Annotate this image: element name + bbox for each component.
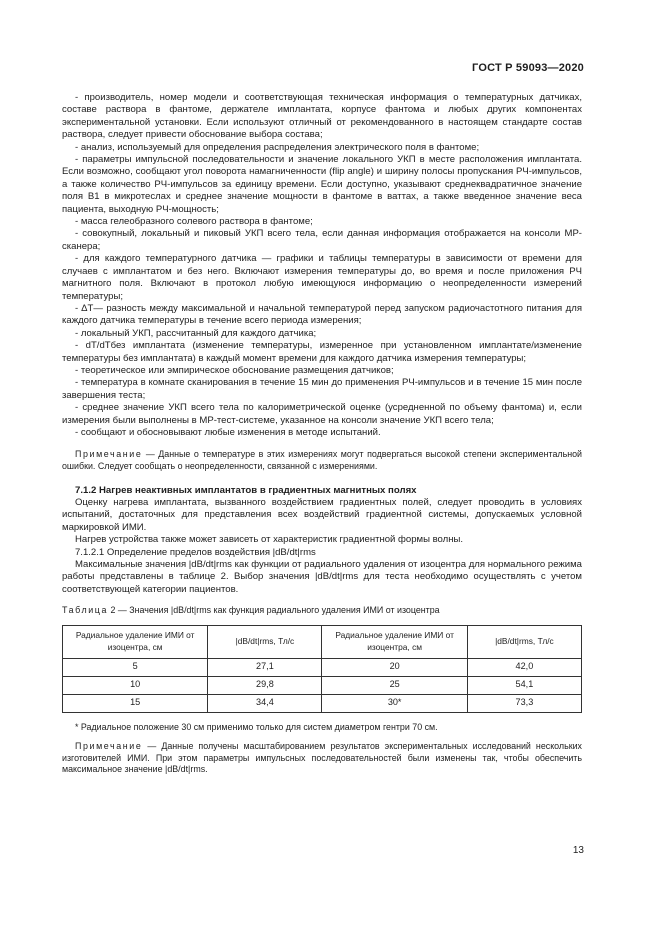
note-text: — Данные получены масштабированием результатов экспериментальных исследований нескольких изготовителей ИМИ. При этом параметры импульсных последовательностей были изменены так, чтобы обеспечить максимальное значение |dB/dt|rms.	[62, 741, 582, 775]
table-row	[63, 676, 582, 694]
list-item: - масса гелеобразного солевого раствора в фантоме;	[75, 216, 313, 228]
list-item: - среднее значение УКП всего тела по калориметрической оценке (усредненной по объему фантома) и, если измерения были выполнены в МР-тест-системе, указанное на консоли значение УКП всего тела;	[62, 402, 582, 426]
note-label: Примечание	[75, 449, 143, 460]
table-header-cell: Радиальное удаление ИМИ от изоцентра, см	[322, 625, 467, 658]
list-item: - совокупный, локальный и пиковый УКП всего тела, если данная информация отображается на консоли МР-сканера;	[62, 228, 582, 252]
list-item: - ΔT— разность между максимальной и начальной температурой перед запуском радиочастотного питания для каждого датчика температуры в течение всего периода измерения;	[62, 302, 582, 327]
paragraph: Максимальные значения |dB/dt|rms как функции от радиального удаления от изоцентра для нормального режима работы представлены в таблице 2. Выбор значения |dB/dt|rms для теста необходимо осуществлять с учетом соответствующей категории пациентов.	[62, 559, 582, 595]
list-item: - для каждого температурного датчика — графики и таблицы температуры в зависимости от времени для случаев с имплантатом и без него. Включают измерения температуры до, во время и после приложения РЧ магнитного поля. Включают в протокол любую имеющуюся информацию о неопределенности измерений температуры;	[62, 253, 582, 302]
list-item: - сообщают и обосновывают любые изменения в методе испытаний.	[75, 426, 381, 438]
paragraph: Нагрев устройства также может зависеть от характеристик градиентной формы волны.	[75, 534, 464, 546]
table-header-row	[63, 625, 582, 658]
list-item: - локальный УКП, рассчитанный для каждого датчика;	[75, 327, 317, 339]
table-header-cell: |dB/dt|rms, Тл/с	[208, 625, 322, 658]
table-cell: 54,1	[467, 676, 581, 694]
table-header-cell: Радиальное удаление ИМИ от изоцентра, см	[63, 625, 208, 658]
table-cell: 42,0	[467, 658, 581, 676]
table-cell: 25	[322, 676, 467, 694]
table-cell: 10	[63, 676, 208, 694]
table-caption-text: 2 — Значения |dB/dt|rms как функция радиального удаления ИМИ от изоцентра	[110, 605, 440, 616]
table-cell: 30*	[322, 694, 467, 712]
gradient-limits-table	[62, 625, 582, 713]
section-heading: 7.1.2 Нагрев неактивных имплантатов в градиентных магнитных полях	[75, 484, 417, 496]
document-code: ГОСТ Р 59093—2020	[472, 62, 584, 74]
note-temperature	[62, 449, 582, 472]
table-footnote: * Радиальное положение 30 см применимо только для систем диаметром гентри 70 см.	[75, 721, 438, 732]
table-cell: 29,8	[208, 676, 322, 694]
table-cell: 34,4	[208, 694, 322, 712]
list-item: - температура в комнате сканирования в течение 15 мин до применения РЧ-импульсов и в течение 15 мин после завершения теста;	[62, 377, 582, 401]
table-cell: 15	[63, 694, 208, 712]
list-item: - dT/dTбез имплантата (изменение температуры, измеренное при установленном имплантате/изменение температуры без имплантата) в каждый момент времени для каждого датчика измерения температуры;	[62, 340, 582, 364]
paragraph: Оценку нагрева имплантата, вызванного воздействием градиентных полей, следует проводить в условиях испытаний, достаточных для представления всех воздействий градиентной системы, допускаемых условной маркировкой ИМИ.	[62, 496, 582, 533]
table-cell: 27,1	[208, 658, 322, 676]
table-caption-label: Таблица	[62, 605, 108, 616]
table-cell: 5	[63, 658, 208, 676]
table-cell: 20	[322, 658, 467, 676]
table-caption	[62, 604, 582, 616]
table-note	[62, 741, 582, 776]
table-cell: 73,3	[467, 694, 581, 712]
page-number: 13	[572, 845, 584, 856]
subsection-heading: 7.1.2.1 Определение пределов воздействия |dB/dt|rms	[75, 546, 316, 558]
table-row	[63, 658, 582, 676]
table-row	[63, 694, 582, 712]
note-text: — Данные о температуре в этих измерениях могут подвергаться высокой степени экспериментальной ошибки. Следует сообщать о неопределенности, связанной с измерениями.	[62, 449, 582, 471]
note-label: Примечание	[75, 741, 143, 752]
list-item: - производитель, номер модели и соответствующая техническая информация о температурных датчиках, составе раствора в фантоме, держателе имплантата, корпусе фантома и любых других компонентах экспериментальной установки. Если используют отличный от рекомендованного в настоящем стандарте состав раствора, следует привести обоснование выбора состава;	[62, 92, 582, 141]
list-item: - анализ, используемый для определения распределения электрического поля в фантоме;	[75, 141, 480, 153]
list-item: - теоретическое или эмпирическое обоснование размещения датчиков;	[75, 364, 394, 376]
list-item: - параметры импульсной последовательности и значение локального УКП в месте расположения имплантата. Если возможно, сообщают угол поворота намагниченности (flip angle) и ширину полосы пропускания РЧ-импульсов, а также количество РЧ-импульсов за единицу времени. Если доступно, указывают среднеквадратичное значение поля B1 в микротеслах и среднее значение мощности в фантоме в ваттах, а также введенное значение веса пациента, выходную РЧ-мощность;	[62, 154, 582, 215]
table-header-cell: |dB/dt|rms, Тл/с	[467, 625, 581, 658]
page-body	[62, 92, 582, 776]
